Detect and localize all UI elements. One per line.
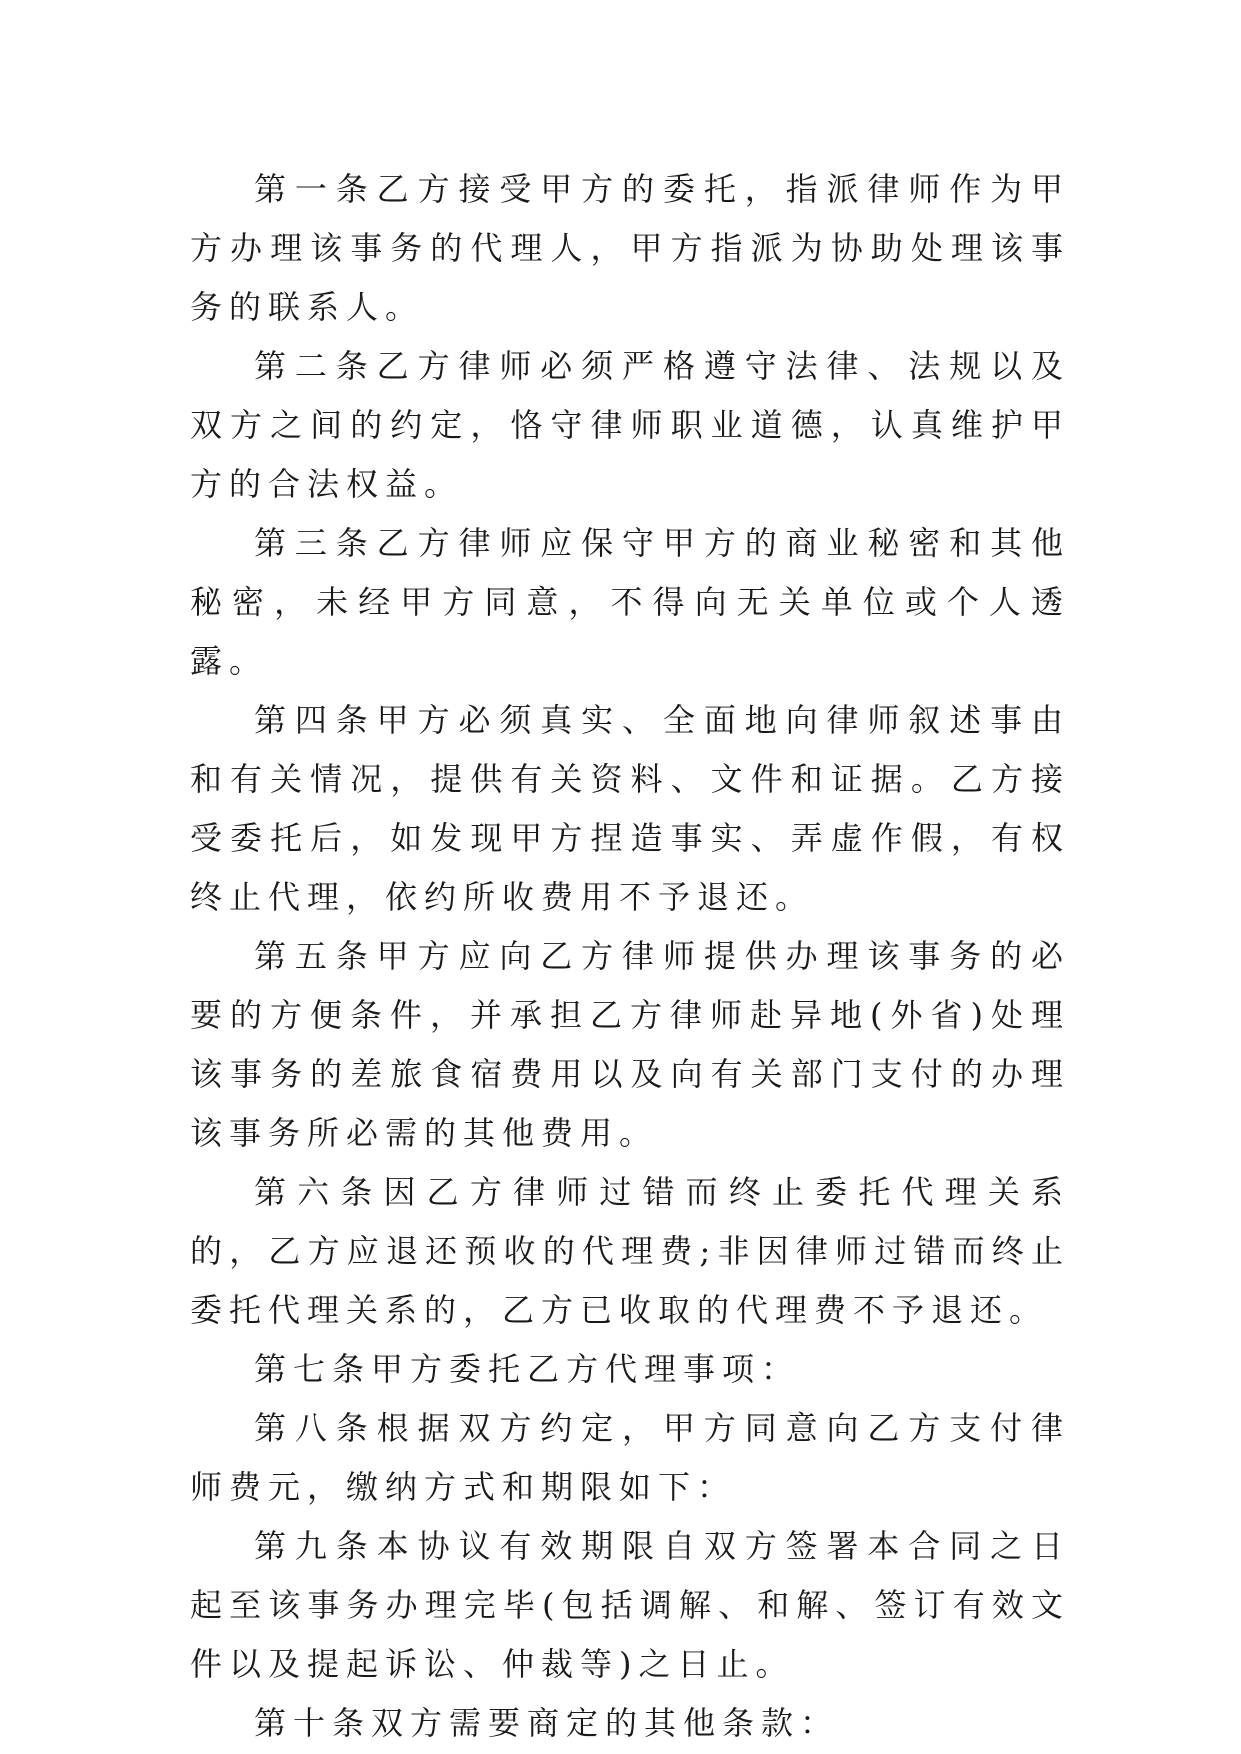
clause-8: 第八条根据双方约定，甲方同意向乙方支付律师费元，缴纳方式和期限如下： xyxy=(190,1409,1070,1506)
clause-4: 第四条甲方必须真实、全面地向律师叙述事由和有关情况，提供有关资料、文件和证据。乙方接受委托后，如发现甲方捏造事实、弄虚作假，有权终止代理，依约所收费用不予退还。 xyxy=(190,701,1070,916)
clause-9: 第九条本协议有效期限自双方签署本合同之日起至该事务办理完毕(包括调解、和解、签订有效文件以及提起诉讼、仲裁等)之日止。 xyxy=(190,1527,1070,1683)
clause-1: 第一条乙方接受甲方的委托，指派律师作为甲方办理该事务的代理人，甲方指派为协助处理该事务的联系人。 xyxy=(190,170,1070,326)
clause-3: 第三条乙方律师应保守甲方的商业秘密和其他秘密，未经甲方同意，不得向无关单位或个人透露。 xyxy=(190,524,1070,680)
clause-10: 第十条双方需要商定的其他条款： xyxy=(254,1704,840,1742)
clause-5: 第五条甲方应向乙方律师提供办理该事务的必要的方便条件，并承担乙方律师赴异地(外省)处理该事务的差旅食宿费用以及向有关部门支付的办理该事务所必需的其他费用。 xyxy=(190,937,1070,1152)
clause-6: 第六条因乙方律师过错而终止委托代理关系的，乙方应退还预收的代理费;非因律师过错而终止委托代理关系的，乙方已收取的代理费不予退还。 xyxy=(190,1173,1070,1329)
clause-7: 第七条甲方委托乙方代理事项： xyxy=(254,1350,801,1388)
clause-2: 第二条乙方律师必须严格遵守法律、法规以及双方之间的约定，恪守律师职业道德，认真维护甲方的合法权益。 xyxy=(190,347,1070,503)
document-body xyxy=(190,160,1070,1753)
